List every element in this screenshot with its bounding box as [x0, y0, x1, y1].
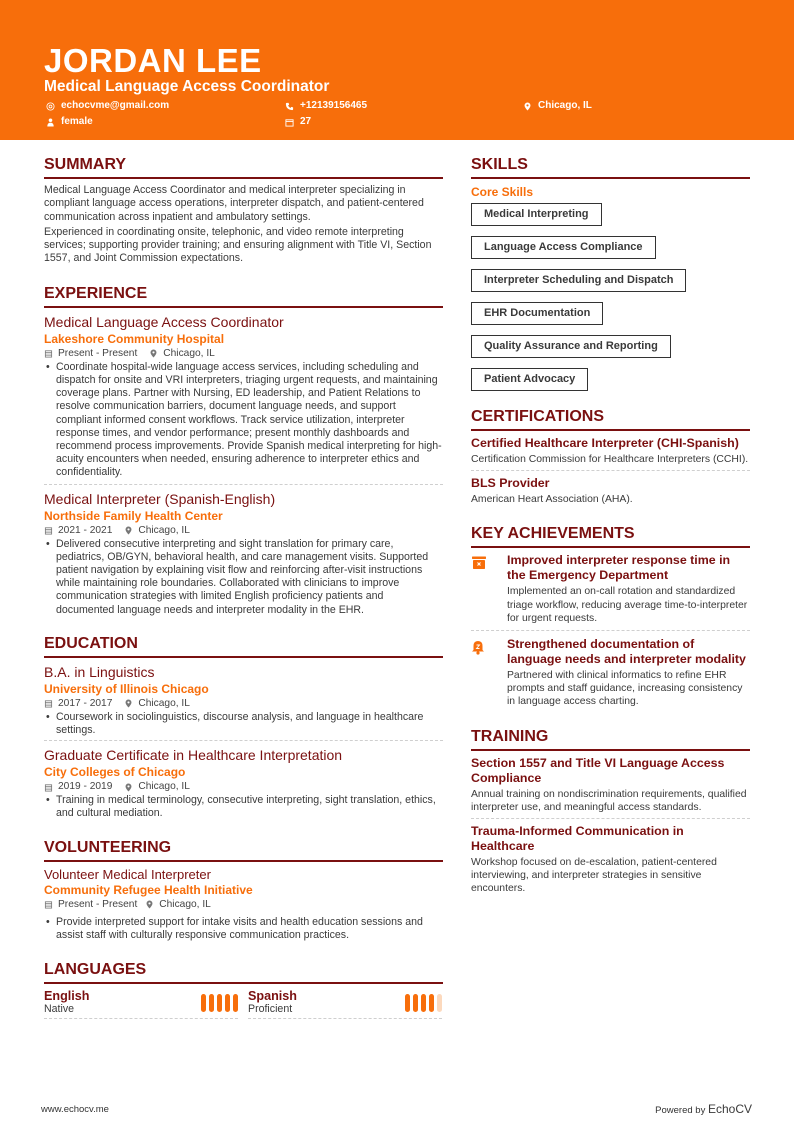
job-meta: [44, 524, 443, 538]
experience-section: [44, 284, 443, 617]
job-meta: [44, 347, 443, 361]
language-name: Spanish: [248, 989, 297, 1004]
map-pin-icon: [124, 783, 133, 792]
certification-issuer: American Heart Association (AHA).: [471, 494, 633, 506]
proficiency-bar-filled: [225, 994, 230, 1012]
language-item: [248, 989, 442, 1019]
skill-tag: Language Access Compliance: [471, 236, 656, 259]
skill-tag: Medical Interpreting: [471, 203, 602, 226]
job-location: Chicago, IL: [138, 524, 190, 536]
volunteer-org: Community Refugee Health Initiative: [44, 882, 253, 897]
calendar-icon: [44, 900, 53, 909]
proficiency-bar-filled: [209, 994, 214, 1012]
education-location: Chicago, IL: [138, 697, 190, 709]
education-dates: 2019 - 2019: [58, 781, 113, 793]
section-title-training: TRAINING: [471, 727, 750, 751]
education-description: • Training in medical terminology, consecutive interpreting, sight translation, ethics, and cultural mediation.: [44, 794, 443, 820]
contact-email[interactable]: [46, 99, 169, 113]
education-meta: [44, 780, 443, 794]
section-title-education: EDUCATION: [44, 634, 443, 658]
certification-item: [471, 471, 750, 506]
left-column: [44, 155, 443, 1019]
proficiency-bar-filled: [413, 994, 418, 1012]
certification-item: [471, 436, 750, 471]
proficiency-bar-empty: [437, 994, 442, 1012]
training-title: Trauma-Informed Communication in Healthcare: [471, 824, 684, 854]
footer-website-link[interactable]: www.echocv.me: [41, 1104, 109, 1115]
map-pin-icon: [124, 526, 133, 535]
training-item: [471, 819, 750, 896]
section-title-languages: LANGUAGES: [44, 960, 443, 984]
gender-text: female: [61, 116, 93, 127]
section-title-summary: SUMMARY: [44, 155, 443, 179]
map-pin-icon: [149, 349, 158, 358]
job-location: Chicago, IL: [163, 347, 215, 359]
job-title: Medical Language Access Coordinator: [44, 313, 284, 330]
education-description: • Coursework in sociolinguistics, discourse analysis, and language in healthcare settings.: [44, 711, 443, 737]
proficiency-bar-filled: [201, 994, 206, 1012]
language-item: [44, 989, 238, 1019]
skill-tag: EHR Documentation: [471, 302, 603, 325]
map-pin-icon: [124, 699, 133, 708]
education-item: [44, 663, 443, 741]
job-dates: 2021 - 2021: [58, 524, 113, 536]
brand-name: EchoCV: [707, 1102, 752, 1116]
phone-text: +12139156465: [300, 100, 368, 111]
calendar-icon: [44, 349, 53, 358]
calendar-icon: [44, 783, 53, 792]
skills-subheading: Core Skills: [471, 185, 534, 199]
powered-by-label: Powered by: [655, 1105, 706, 1116]
volunteer-role: Volunteer Medical Interpreter: [44, 866, 211, 882]
education-dates: 2017 - 2017: [58, 697, 113, 709]
person-icon: [46, 118, 55, 127]
summary-paragraph: Experienced in coordinating onsite, telephonic, and video remote interpreting services; supporting provider training; and ensuring alignment with Title VI, Section 1557, and Joint Commission expectations.: [44, 225, 432, 265]
right-column: [471, 155, 750, 896]
resume-header: [0, 0, 794, 140]
education-item: [44, 741, 443, 820]
company-name: Northside Family Health Center: [44, 508, 223, 523]
certification-title: BLS Provider: [471, 476, 550, 491]
language-proficiency-bars: [201, 994, 238, 1012]
candidate-name: JORDAN LEE: [44, 42, 262, 79]
candidate-title: Medical Language Access Coordinator: [44, 78, 330, 95]
skill-tag: Interpreter Scheduling and Dispatch: [471, 269, 686, 292]
skill-tags: [471, 203, 750, 401]
calendar-icon: [44, 699, 53, 708]
summary-paragraph: Medical Language Access Coordinator and medical interpreter specializing in compliant language access operations, interpreter dispatch, and patient-centered communication across inpatient and ambulatory settings.: [44, 184, 424, 223]
company-name: Lakeshore Community Hospital: [44, 331, 225, 346]
job-title: Medical Interpreter (Spanish-English): [44, 490, 276, 507]
section-title-volunteering: VOLUNTEERING: [44, 838, 443, 862]
proficiency-bar-filled: [405, 994, 410, 1012]
degree-title: Graduate Certificate in Healthcare Interpretation: [44, 747, 343, 764]
at-icon: [46, 102, 55, 111]
language-proficiency-bars: [405, 994, 442, 1012]
job-description: • Delivered consecutive interpreting and sight translation for primary care, pediatrics, OB/GYN, behavioral health, and care management visits. Supported patient navigation by explaining visit flow and reinforcing after-visit instructions while maintaining role boundaries. Collaborated with clinicians to improve communication strategies with limited English proficiency patients and documented language needs and interpreter modality in the EHR.: [44, 538, 443, 617]
education-meta: [44, 697, 443, 711]
bell-icon: [471, 640, 485, 655]
language-level: Native: [44, 1003, 75, 1016]
archive-box-icon: [471, 556, 487, 570]
summary-section: [44, 155, 443, 266]
age-text: 27: [300, 116, 312, 127]
volunteer-meta: [44, 898, 443, 912]
achievement-description: Implemented an on-call rotation and standardized triage workflow, reducing average time-to-interpreter for urgent requests.: [507, 586, 748, 624]
achievement-title: Strengthened documentation of language needs and interpreter modality: [507, 637, 746, 667]
calendar-icon: [44, 526, 53, 535]
achievement-item: [471, 553, 750, 631]
job-description: • Coordinate hospital-wide language access services, including scheduling and dispatch for onsite and VRI interpreters, triaging urgent requests, and maintaining coverage plans. Partner with Nursing, ED leadership, and Patient Relations to resolve communication barriers, document language needs, and support compliant informed consent workflows. Track service utilization, interpreter response times, and vendor performance; present monthly dashboards and recommend process improvements. Provide Spanish medical interpreting for high-acuity encounters when needed, ensuring adherence to interpreter ethics and confidentiality.: [44, 361, 443, 480]
proficiency-bar-filled: [429, 994, 434, 1012]
phone-icon: [285, 102, 294, 111]
skill-tag: Patient Advocacy: [471, 368, 588, 391]
training-item: [471, 756, 750, 819]
volunteer-description: • Provide interpreted support for intake visits and health education sessions and assist staff with culturally responsive communication practices.: [44, 916, 443, 942]
email-text: echocvme@gmail.com: [61, 100, 170, 111]
experience-item: [44, 485, 443, 617]
job-dates: Present - Present: [58, 347, 138, 359]
achievement-title: Improved interpreter response time in the Emergency Department: [507, 553, 731, 583]
training-description: Workshop focused on de-escalation, patient-centered interviewing, and interpreter strategies in sensitive encounters.: [471, 857, 717, 895]
achievement-description: Partnered with clinical informatics to refine EHR prompts and staff guidance, increasing consistency in language access charting.: [507, 670, 743, 708]
contact-age: [285, 115, 311, 129]
school-name: University of Illinois Chicago: [44, 681, 209, 696]
proficiency-bar-filled: [233, 994, 238, 1012]
section-title-experience: EXPERIENCE: [44, 284, 443, 308]
proficiency-bar-filled: [421, 994, 426, 1012]
certifications-section: [471, 407, 750, 506]
section-title-certifications: CERTIFICATIONS: [471, 407, 750, 431]
proficiency-bar-filled: [217, 994, 222, 1012]
volunteering-item: [44, 867, 443, 942]
volunteering-section: [44, 838, 443, 942]
calendar-icon: [285, 118, 294, 127]
education-section: [44, 634, 443, 821]
contact-phone[interactable]: [285, 99, 367, 113]
certification-title: Certified Healthcare Interpreter (CHI-Spanish): [471, 436, 739, 450]
map-pin-icon: [145, 900, 154, 909]
training-title: Section 1557 and Title VI Language Access Compliance: [471, 755, 725, 785]
achievement-item: [471, 631, 750, 709]
contact-location: [523, 99, 592, 113]
volunteer-location: Chicago, IL: [159, 898, 211, 910]
volunteer-dates: Present - Present: [58, 898, 138, 910]
education-location: Chicago, IL: [138, 781, 190, 793]
certification-issuer: Certification Commission for Healthcare Interpreters (CCHI).: [471, 454, 749, 465]
section-title-skills: SKILLS: [471, 155, 750, 179]
degree-title: B.A. in Linguistics: [44, 663, 155, 680]
section-title-achievements: KEY ACHIEVEMENTS: [471, 524, 750, 548]
footer-powered-by[interactable]: [655, 1102, 752, 1116]
achievements-section: [471, 524, 750, 708]
experience-item: [44, 313, 443, 485]
contact-gender: [46, 115, 93, 129]
skills-section: [471, 155, 750, 401]
language-level: Proficient: [248, 1003, 293, 1016]
map-pin-icon: [523, 102, 532, 111]
school-name: City Colleges of Chicago: [44, 765, 186, 780]
languages-section: [44, 960, 443, 1019]
location-text: Chicago, IL: [538, 100, 592, 111]
language-name: English: [44, 989, 90, 1004]
skill-tag: Quality Assurance and Reporting: [471, 335, 671, 358]
training-description: Annual training on nondiscrimination requirements, qualified interpreter use, and meaningful access standards.: [471, 788, 747, 813]
training-section: [471, 727, 750, 896]
